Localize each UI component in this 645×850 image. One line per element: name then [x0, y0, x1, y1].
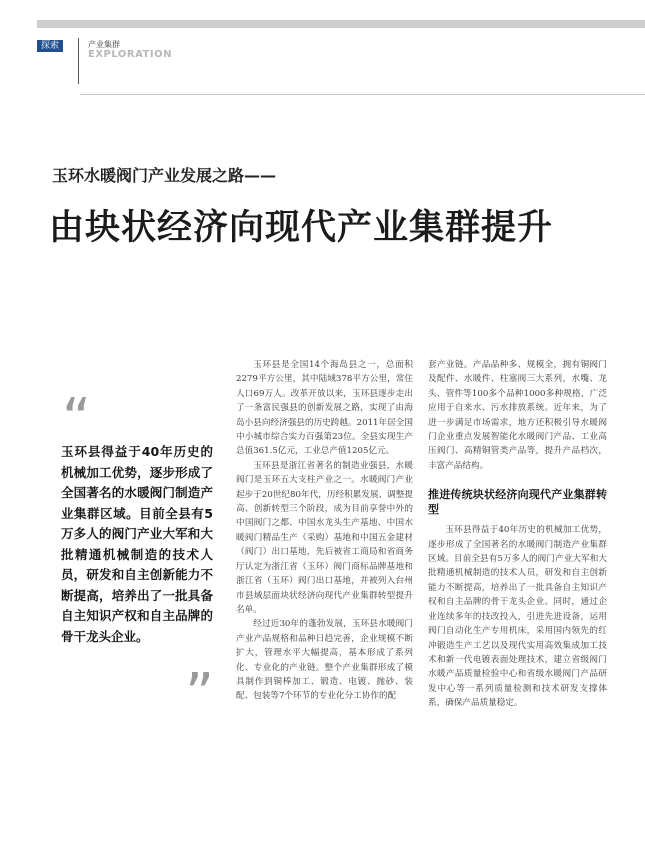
quote-close-icon: ”: [185, 662, 215, 727]
header-divider: [78, 38, 79, 84]
paragraph: 经过近30年的蓬勃发展，玉环县水暖阀门产业产品规格和品种日趋完善，企业规模不断扩大，管理水平大幅提高，基本形成了系列化、专业化的产业链。整个产业集群形成了模具制作到铜棒加工、锻造、电镀、抛砂、装配、包装等7个环节的专业化分工协作的配: [236, 619, 413, 702]
paragraph: 套产业链。产品品种多、规模全，拥有铜阀门及配件、水暖件、柱塞阀三大系列，水嘴、龙头、管件等100多个品种1000多种规格，广泛应用于自来水、污水排放系统。近年来，为了进一步满足市场需求，地方还积极引导水暖阀门企业重点发展智能化水暖阀门产品、工业高压阀门、高精铜管类产品等，提升产品档次，丰富产品结构。: [428, 360, 607, 471]
body-column-2: [428, 358, 607, 711]
section-title: 产业集群: [88, 40, 120, 49]
pull-quote: 玉环县得益于40年历史的机械加工优势，逐步形成了全国著名的水暖阀门制造产业集群区域。目前全县有5万多人的阀门产业大军和大批精通机械制造的技术人员，研发和自主创新能力不断提高，培养出了一批具备自主知识产权和自主品牌的骨干龙头企业。: [61, 444, 213, 644]
section-subtitle: EXPLORATION: [88, 49, 172, 60]
paragraph: 玉环县是全国14个海岛县之一，总面积2279平方公里，其中陆域378平方公里，常住人口69万人。改革开放以来，玉环县逐步走出了一条富民强县的创新发展之路，实现了由海岛小县向经济强县的历史跨越。2011年居全国中小城市综合实力百强第23位。全县实现生产总值361.5亿元，工业总产值1205亿元。: [236, 360, 413, 457]
quote-open-icon: “: [62, 387, 92, 452]
body-column-1: [236, 358, 413, 704]
paragraph: 玉环县是浙江省著名的制造业强县，水暖阀门是玉环五大支柱产业之一。水暖阀门产业起步于20世纪80年代，历经积累发展、调整提高、创新转型三个阶段，成为目前享誉中外的中国阀门之都、中国水龙头生产基地、中国水暖阀门精品生产（采购）基地和中国五金建材（阀门）出口基地，先后被省工商局和省商务厅认定为浙江省（玉环）阀门商标品牌基地和浙江省（玉环）阀门出口基地，并被列入台州市县域层面块状经济向现代产业集群转型提升名单。: [236, 460, 413, 615]
paragraph: 玉环县得益于40年历史的机械加工优势，逐步形成了全国著名的水暖阀门制造产业集群区域。目前全县有5万多人的阀门产业大军和大批精通机械制造的技术人员，研发和自主创新能力不断提高，培养出了一批具备自主知识产权和自主品牌的骨干龙头企业。同时，通过企业连续多年的技改投入，引进先进设备，运用阀门自动化生产专用机床，采用国内领先的红冲锻造生产工艺以及现代实用高效集成加工技术和新一代电镀表面处理技术，建立省级阀门水暖产品质量检验中心和省级水暖阀门产品研发中心等一系列质量检测和技术研发支撑体系，确保产品质量稳定。: [428, 525, 607, 709]
header-rule: [80, 94, 645, 95]
section-heading: 推进传统块状经济向现代产业集群转型: [428, 488, 607, 517]
article-subtitle: 玉环水暖阀门产业发展之路——: [52, 166, 277, 185]
top-grey-bar: [37, 20, 645, 28]
section-tag: 探索: [37, 40, 63, 52]
article-headline: 由块状经济向现代产业集群提升: [49, 207, 554, 248]
